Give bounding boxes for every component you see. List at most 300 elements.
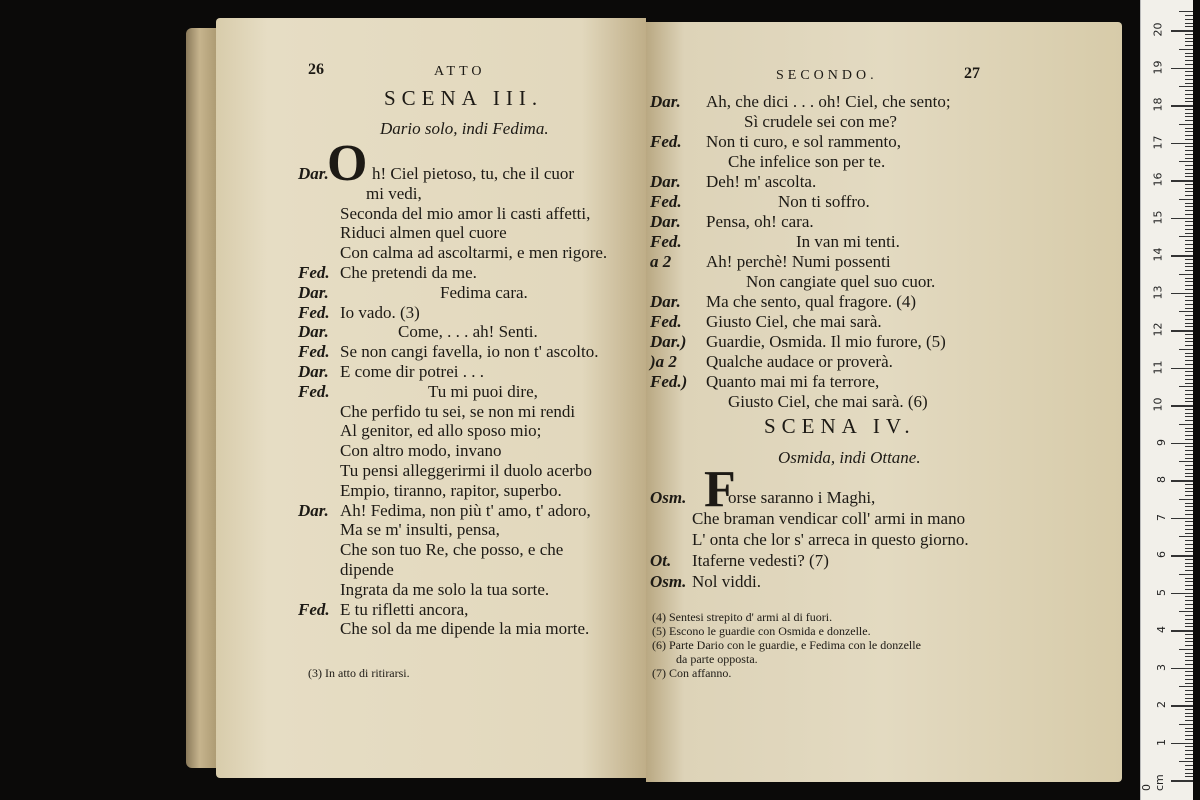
ruler-label: 10	[1151, 397, 1165, 412]
ruler-tick	[1179, 311, 1193, 312]
ruler-tick	[1185, 116, 1193, 117]
speaker-label: Fed.	[298, 599, 330, 619]
ruler-tick	[1185, 435, 1193, 436]
ruler-tick	[1185, 626, 1193, 627]
ruler-tick	[1185, 683, 1193, 684]
ruler-tick	[1185, 769, 1193, 770]
ruler-tick	[1171, 405, 1193, 407]
ruler-label: 6	[1155, 551, 1168, 558]
speaker-label: Osm.	[650, 572, 687, 591]
speaker-label: Ot.	[650, 551, 672, 570]
ruler-tick	[1185, 671, 1193, 672]
ruler-label: 12	[1151, 322, 1165, 337]
verse-line: mi vedi,	[366, 183, 422, 203]
verse-line: Giusto Ciel, che mai sarà.	[706, 312, 882, 331]
ruler-tick	[1185, 188, 1193, 189]
ruler-tick	[1171, 30, 1193, 32]
ruler-tick	[1185, 64, 1193, 65]
ruler-tick	[1185, 34, 1193, 35]
ruler-tick	[1185, 229, 1193, 230]
ruler-tick	[1185, 94, 1193, 95]
ruler-label: 2	[1155, 701, 1168, 708]
verse-line: Come, . . . ah! Senti.	[398, 322, 538, 342]
footnote: (5) Escono le guardie con Osmida e donzelle.	[652, 624, 871, 638]
ruler-tick	[1185, 364, 1193, 365]
footnote: (7) Con affanno.	[652, 666, 732, 680]
ruler-tick	[1171, 630, 1193, 632]
ruler-tick	[1185, 739, 1193, 740]
ruler-tick	[1185, 334, 1193, 335]
ruler-tick	[1185, 694, 1193, 695]
speaker-label: Dar.	[298, 282, 329, 302]
ruler-label: 16	[1151, 172, 1165, 187]
ruler-tick	[1185, 604, 1193, 605]
ruler-tick	[1185, 690, 1193, 691]
ruler-tick	[1185, 195, 1193, 196]
ruler-tick	[1185, 135, 1193, 136]
ruler-tick	[1185, 353, 1193, 354]
verse-line: Fedima cara.	[440, 282, 528, 302]
ruler-tick	[1171, 518, 1193, 520]
ruler-tick	[1185, 713, 1193, 714]
speaker-label: Dar.	[298, 322, 329, 342]
verse-line: Con altro modo, invano	[340, 441, 502, 461]
ruler-tick	[1185, 675, 1193, 676]
ruler-tick	[1185, 225, 1193, 226]
ruler-tick	[1185, 233, 1193, 234]
ruler-tick	[1179, 574, 1193, 575]
verse-line: In van mi tenti.	[796, 232, 900, 251]
running-head: SECONDO.	[776, 68, 878, 83]
ruler-tick	[1185, 563, 1193, 564]
ruler-tick	[1185, 664, 1193, 665]
ruler-label: 13	[1151, 285, 1165, 299]
ruler-tick	[1185, 45, 1193, 46]
ruler-tick	[1185, 709, 1193, 710]
ruler-tick	[1185, 413, 1193, 414]
ruler-tick	[1185, 525, 1193, 526]
ruler-tick	[1185, 379, 1193, 380]
verse-line: Ah! perchè! Numi possenti	[706, 252, 891, 271]
ruler-tick	[1185, 439, 1193, 440]
ruler-tick	[1185, 660, 1193, 661]
ruler-tick	[1185, 101, 1193, 102]
verse-line: Che pretendi da me.	[340, 263, 477, 282]
ruler-tick	[1179, 349, 1193, 350]
verse-line: Giusto Ciel, che mai sarà. (6)	[728, 392, 928, 411]
ruler-tick	[1179, 424, 1193, 425]
ruler-tick	[1185, 90, 1193, 91]
ruler-tick	[1171, 593, 1193, 595]
verse-line: Nol viddi.	[692, 572, 761, 591]
speaker-label: Fed.	[298, 381, 330, 401]
ruler-tick	[1185, 656, 1193, 657]
ruler-tick	[1185, 589, 1193, 590]
ruler-tick	[1185, 473, 1193, 474]
ruler-tick	[1185, 653, 1193, 654]
verse-line: E tu rifletti ancora,	[340, 599, 469, 619]
ruler-tick	[1185, 289, 1193, 290]
verse-line: Ah, che dici . . . oh! Ciel, che sento;	[706, 92, 951, 111]
speaker-label: Fed.	[298, 302, 330, 322]
ruler-tick	[1185, 356, 1193, 357]
footnote: (6) Parte Dario con le guardie, e Fedima con le donzelle	[652, 638, 921, 652]
ruler-tick	[1179, 161, 1193, 162]
ruler-tick	[1185, 540, 1193, 541]
ruler-tick	[1185, 173, 1193, 174]
ruler-tick	[1179, 86, 1193, 87]
ruler-tick	[1185, 570, 1193, 571]
ruler-tick	[1185, 776, 1193, 777]
verse-line: Che son tuo Re, che posso, e che	[340, 540, 564, 560]
ruler-tick	[1185, 375, 1193, 376]
ruler-tick	[1171, 780, 1193, 782]
ruler-label: 3	[1155, 663, 1168, 671]
ruler-tick	[1185, 735, 1193, 736]
ruler-tick	[1185, 431, 1193, 432]
speaker-label: Dar.	[298, 362, 329, 381]
ruler-label: 14	[1151, 247, 1165, 262]
verse-line: Qualche audace or proverà.	[706, 352, 893, 371]
ruler-tick	[1185, 476, 1193, 477]
ruler-tick	[1185, 398, 1193, 399]
speaker-label: Dar.	[298, 500, 329, 520]
ruler-label: 7	[1155, 513, 1168, 521]
drop-cap: F	[704, 461, 736, 518]
ruler-tick	[1185, 469, 1193, 470]
ruler-tick	[1185, 315, 1193, 316]
ruler-tick	[1171, 480, 1193, 482]
ruler-tick	[1185, 420, 1193, 421]
ruler-tick	[1185, 750, 1193, 751]
ruler-tick	[1179, 386, 1193, 387]
ruler-tick	[1185, 214, 1193, 215]
ruler-tick	[1185, 495, 1193, 496]
ruler-tick	[1171, 105, 1193, 107]
speaker-label: Dar.	[298, 164, 329, 183]
ruler-tick	[1185, 158, 1193, 159]
ruler-unit-label: 0 cm	[1140, 774, 1166, 791]
ruler-tick	[1185, 514, 1193, 515]
ruler-tick	[1179, 686, 1193, 687]
ruler-tick	[1185, 56, 1193, 57]
ruler-tick	[1179, 649, 1193, 650]
ruler-tick	[1171, 293, 1193, 295]
ruler-tick	[1185, 251, 1193, 252]
ruler-tick	[1185, 731, 1193, 732]
ruler-tick	[1185, 401, 1193, 402]
left-page	[216, 18, 646, 778]
ruler-tick	[1185, 506, 1193, 507]
verse-line: orse saranno i Maghi,	[728, 488, 876, 507]
ruler-tick	[1185, 304, 1193, 305]
ruler-tick	[1185, 323, 1193, 324]
drop-cap: O	[327, 135, 368, 192]
right-page	[646, 22, 1122, 782]
ruler-tick	[1185, 608, 1193, 609]
ruler-tick	[1171, 368, 1193, 370]
verse-line: Ingrata da me solo la tua sorte.	[340, 579, 550, 599]
ruler-tick	[1185, 210, 1193, 211]
ruler-tick	[1185, 345, 1193, 346]
ruler-tick	[1171, 143, 1193, 145]
ruler-tick	[1185, 38, 1193, 39]
scene-subtitle: Osmida, indi Ottane.	[778, 448, 921, 467]
speaker-label: a 2	[650, 252, 672, 271]
ruler-tick	[1185, 551, 1193, 552]
ruler-tick	[1185, 484, 1193, 485]
verse-line: Tu mi puoi dire,	[428, 381, 538, 401]
verse-line: Se non cangi favella, io non t' ascolto.	[340, 342, 599, 362]
ruler-tick	[1185, 409, 1193, 410]
speaker-label: Osm.	[650, 488, 687, 507]
ruler-tick	[1185, 128, 1193, 129]
ruler-tick	[1185, 165, 1193, 166]
verse-line: Che perfido tu sei, se non mi rendi	[340, 401, 576, 421]
speaker-label: Fed.	[650, 312, 682, 331]
ruler-tick	[1185, 758, 1193, 759]
ruler-tick	[1185, 720, 1193, 721]
ruler-tick	[1185, 634, 1193, 635]
verse-line: Ah! Fedima, non più t' amo, t' adoro,	[340, 500, 591, 520]
ruler-tick	[1179, 724, 1193, 725]
ruler-tick	[1171, 68, 1193, 70]
ruler-label: 5	[1155, 588, 1168, 596]
ruler-tick	[1185, 465, 1193, 466]
ruler-tick	[1185, 113, 1193, 114]
ruler-tick	[1185, 41, 1193, 42]
ruler-tick	[1185, 491, 1193, 492]
ruler-tick	[1185, 679, 1193, 680]
ruler-tick	[1185, 559, 1193, 560]
ruler-tick	[1185, 266, 1193, 267]
ruler-tick	[1179, 611, 1193, 612]
ruler-tick	[1185, 285, 1193, 286]
speaker-label: Fed.	[298, 342, 330, 362]
ruler-tick	[1179, 49, 1193, 50]
verse-line: Ma che sento, qual fragore. (4)	[706, 292, 917, 311]
ruler-tick	[1185, 450, 1193, 451]
scene-title: SCENA III.	[384, 86, 544, 110]
ruler-tick	[1185, 503, 1193, 504]
ruler-tick	[1185, 154, 1193, 155]
ruler-tick	[1185, 773, 1193, 774]
ruler-tick	[1185, 533, 1193, 534]
verse-line: Deh! m' ascolta.	[706, 172, 817, 191]
ruler-tick	[1185, 240, 1193, 241]
ruler-tick	[1171, 218, 1193, 220]
ruler-label: 19	[1151, 60, 1165, 74]
speaker-label: Dar.	[650, 92, 681, 111]
ruler-tick	[1179, 11, 1193, 12]
ruler-tick	[1185, 296, 1193, 297]
ruler-tick	[1185, 206, 1193, 207]
ruler-tick	[1185, 278, 1193, 279]
ruler-tick	[1185, 120, 1193, 121]
verse-line: Io vado. (3)	[340, 302, 420, 322]
page-number: 27	[964, 65, 980, 82]
verse-line: Al genitor, ed allo sposo mio;	[340, 421, 542, 441]
verse-line: L' onta che lor s' arreca in questo giorno.	[692, 530, 969, 549]
speaker-label: Dar.	[650, 292, 681, 311]
verse-line: Riduci almen quel cuore	[340, 223, 507, 243]
verse-line: Ma se m' insulti, pensa,	[340, 520, 500, 540]
ruler-label: 1	[1155, 738, 1168, 746]
ruler-tick	[1179, 536, 1193, 537]
ruler-tick	[1185, 191, 1193, 192]
verse-line: Non cangiate quel suo cuor.	[746, 272, 936, 291]
ruler-tick	[1185, 428, 1193, 429]
ruler-tick	[1185, 596, 1193, 597]
verse-line: Tu pensi alleggerirmi il duolo acerbo	[340, 461, 592, 480]
ruler-tick	[1171, 668, 1193, 670]
ruler-label: 9	[1155, 438, 1168, 446]
speaker-label: Fed.	[650, 192, 682, 211]
ruler-tick	[1185, 600, 1193, 601]
speaker-label: Dar.)	[650, 332, 687, 351]
ruler-tick	[1185, 146, 1193, 147]
scene-title: SCENA IV.	[764, 414, 916, 438]
ruler-tick	[1171, 443, 1193, 445]
ruler-tick	[1185, 139, 1193, 140]
ruler-tick	[1185, 270, 1193, 271]
page-number: 26	[308, 61, 324, 78]
speaker-label: Dar.	[650, 172, 681, 191]
verse-line: Con calma ad ascoltarmi, e men rigore.	[340, 243, 608, 263]
ruler-tick	[1171, 255, 1193, 257]
ruler-tick	[1171, 330, 1193, 332]
ruler-tick	[1185, 15, 1193, 16]
ruler-tick	[1185, 75, 1193, 76]
speaker-label: Fed.	[650, 232, 682, 251]
ruler-tick	[1179, 761, 1193, 762]
ruler-tick	[1185, 281, 1193, 282]
ruler-tick	[1185, 638, 1193, 639]
ruler-tick	[1185, 371, 1193, 372]
ruler-tick	[1185, 319, 1193, 320]
ruler-tick	[1185, 641, 1193, 642]
ruler-tick	[1185, 360, 1193, 361]
ruler-tick	[1185, 184, 1193, 185]
ruler-tick	[1185, 53, 1193, 54]
ruler-tick	[1185, 221, 1193, 222]
ruler-label: 11	[1151, 360, 1165, 374]
ruler-tick	[1185, 488, 1193, 489]
ruler-tick	[1171, 743, 1193, 745]
verse-line: Empio, tiranno, rapitor, superbo.	[340, 480, 562, 500]
ruler-tick	[1185, 169, 1193, 170]
scene-subtitle: Dario solo, indi Fedima.	[380, 119, 549, 138]
verse-line: Seconda del mio amor li casti affetti,	[340, 203, 591, 223]
ruler-tick	[1179, 499, 1193, 500]
speaker-label: Dar.	[650, 212, 681, 231]
ruler-tick	[1185, 176, 1193, 177]
ruler-tick	[1179, 461, 1193, 462]
ruler-tick	[1185, 454, 1193, 455]
ruler-tick	[1179, 124, 1193, 125]
ruler-tick	[1185, 645, 1193, 646]
ruler-tick	[1171, 555, 1193, 557]
ruler-tick	[1185, 446, 1193, 447]
verse-line: Itaferne vedesti? (7)	[692, 551, 829, 570]
verse-line: Non ti curo, e sol rammento,	[706, 132, 901, 151]
ruler-tick	[1171, 180, 1193, 182]
ruler-tick	[1185, 23, 1193, 24]
ruler-tick	[1185, 79, 1193, 80]
footnote: (3) In atto di ritirarsi.	[308, 666, 410, 680]
ruler-tick	[1185, 263, 1193, 264]
speaker-label: Fed.	[650, 132, 682, 151]
ruler-tick	[1185, 341, 1193, 342]
speaker-label: )a 2	[650, 352, 677, 371]
ruler-tick	[1185, 248, 1193, 249]
ruler-tick	[1185, 529, 1193, 530]
ruler-tick	[1185, 754, 1193, 755]
ruler-label: 8	[1155, 476, 1168, 483]
ruler-tick	[1185, 746, 1193, 747]
footnote: da parte opposta.	[676, 652, 758, 666]
ruler-tick	[1185, 26, 1193, 27]
ruler-tick	[1185, 615, 1193, 616]
verse-line: Che sol da me dipende la mia morte.	[340, 619, 590, 639]
verse-line: Pensa, oh! cara.	[706, 212, 814, 231]
ruler-label: 15	[1151, 210, 1165, 224]
ruler-tick	[1185, 203, 1193, 204]
ruler-tick	[1185, 566, 1193, 567]
ruler-tick	[1185, 578, 1193, 579]
ruler-tick	[1185, 83, 1193, 84]
verse-line: Non ti soffro.	[778, 192, 870, 211]
ruler-tick	[1185, 338, 1193, 339]
ruler-tick	[1185, 716, 1193, 717]
ruler-label: 20	[1151, 22, 1165, 37]
footnote: (4) Sentesi strepito d' armi al di fuori.	[652, 610, 833, 624]
verse-line: Quanto mai mi fa terrore,	[706, 372, 880, 391]
ruler-tick	[1185, 300, 1193, 301]
ruler-tick	[1185, 521, 1193, 522]
verse-line: dipende	[340, 560, 394, 579]
speaker-label: Fed.)	[650, 372, 688, 391]
measuring-ruler	[1140, 0, 1193, 800]
ruler-tick	[1185, 244, 1193, 245]
ruler-tick	[1185, 60, 1193, 61]
ruler-tick	[1185, 326, 1193, 327]
running-head: ATTO	[434, 64, 486, 79]
ruler-tick	[1185, 150, 1193, 151]
ruler-tick	[1185, 728, 1193, 729]
verse-line: E come dir potrei . . .	[340, 362, 484, 381]
ruler-tick	[1185, 394, 1193, 395]
ruler-tick	[1179, 274, 1193, 275]
ruler-tick	[1185, 131, 1193, 132]
ruler-tick	[1185, 458, 1193, 459]
ruler-tick	[1185, 623, 1193, 624]
ruler-tick	[1185, 416, 1193, 417]
ruler-tick	[1185, 19, 1193, 20]
speaker-label: Fed.	[298, 263, 330, 282]
verse-line: h! Ciel pietoso, tu, che il cuor	[372, 164, 575, 183]
open-book	[186, 18, 1122, 778]
ruler-tick	[1171, 705, 1193, 707]
ruler-label: 17	[1151, 135, 1165, 149]
verse-line: Che braman vendicar coll' armi in mano	[692, 509, 966, 528]
verse-line: Guardie, Osmida. Il mio furore, (5)	[706, 332, 946, 351]
ruler-tick	[1185, 109, 1193, 110]
ruler-tick	[1185, 548, 1193, 549]
ruler-tick	[1185, 701, 1193, 702]
ruler-tick	[1185, 544, 1193, 545]
ruler-tick	[1179, 199, 1193, 200]
